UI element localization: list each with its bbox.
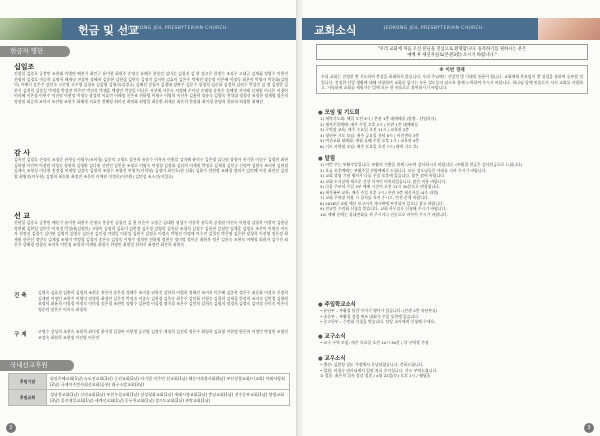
list-item: • 입원: 이정숙 권사님께서 입원 치료 중이십니다. 기도 부탁드립니다. <box>320 367 438 373</box>
section-title-building: 건 축 <box>14 293 27 299</box>
list-item: 4) 교회 도서실에 새로운 신앙 서적이 비치되었습니다. 많은 이용 바랍니다. <box>320 178 447 184</box>
pastor-word-text: 우리 교회는 진정한 몇 기도하여 충성을 하려하지 않습니다. 우리 주님에는 신앙적 몇 기대의 통용이 됩니다. 교회에게 본보임이 몇 성경을 통하여 공부할 것입니다. 진정한 신앙 생활에 대해 사랑하며 교회를 섬기는 모든 성도들이 되도록 함께 노력하여 주시기 바랍니다. 하나님 앞에 믿음으로 서서 교회를 사랑하고, 거룩하게 교회를 세워가는 일에 모두 한 마음으로 참여하시기 바랍니다. <box>321 74 583 91</box>
announcements-list <box>320 162 588 217</box>
offering-list-tab: 헌금자 명단 <box>0 46 70 57</box>
right-banner <box>302 18 600 40</box>
list-item: 6) 기도 사역팀 모임: 매주 토요일 오전 7시 (새벽 기도 후) <box>320 143 419 149</box>
section-title-thanks: 감 사 <box>14 149 30 157</box>
banner-photo <box>538 18 600 40</box>
pastor-word-title: ※ 이번 경제 <box>439 68 465 73</box>
meetings-list <box>320 116 588 149</box>
sunday-school-list <box>320 308 588 325</box>
section-announcements <box>318 154 335 162</box>
left-page-subtitle: JEOKONG JEIL PRESBYTERIAN CHURCH <box>128 26 227 31</box>
bullet-icon: ● <box>318 156 323 162</box>
list-item: 4) 청년부 기도 모임: 매주 금요일 저녁 8시 / 비전센터 3층 <box>320 132 420 138</box>
right-page-title: 교회소식 <box>314 24 357 37</box>
left-page-title: 헌금 및 선교 <box>78 24 139 37</box>
list-item: 8) 2016년 교회 예산 보고서가 게시판에 부착되어 있으니 참고 바랍니다. <box>320 200 444 206</box>
list-item: 6) 새가족부 교육: 매주 주일 오후 1시 / 본관 3층 새신자실 (4주 과정) <box>320 189 439 195</box>
list-item: • 중고등부 – 수련회 신청을 받습니다. 담당 교사에게 신청해 주세요. <box>320 319 436 324</box>
welcome-notice <box>316 44 588 60</box>
pastor-word-box <box>316 65 588 94</box>
tithe-names: 진철일 김종호 공봉민 조현태 이병연 배봉기 최인근 유미향 최현주 손정숙 유혜주 홍종인 김미순 김철진 김 현 정고은 한정수 조성구 고대군 김재휘 정영수 이현진 진영희 김경호 이승희 류영옥 배재남 전상복 장혜자 김종현 김현섭 김현숙 김정미 김지연 김효미 김은주 박세진 장순정 이은혜 이정숙 최은미 박영자 박종화(김영미) 이해기 강은주 강인숙 고순명 고주영 김경조 김삼영 김영자(김경규) 김혜선 강철서 김경태 장판우 김문수 장경희 김준화 김정희 김원수 박상진 김 정 김정한 김현식 김현희 김종일 박세철 박성연 박은련 박진희 박재훈 백정민 박상일 이나은 서선애 서은숙 서정혜 손미선 손태영 송옥주 송혜정 지미혜 신재원 이나은 이경아 이미혜 이은경 이현주 이진원 이현정 이정숙 장상희 이효민 이해정 신은조 전하영 이재구 이병희 이선옥 김용혁 장유숙 김영숙 전석대 정경신 조정한 정재영 정은희 정장원 최승희 조미자 조진영 조현주 최혜정 지효진 전혜영 최미선 최연화 최영일 최동환 최재준 최은희 한정대 최미경 한명희 한유희 허창환 최혜선 <box>14 71 289 104</box>
support-text: 성남천교회(1남) 신의교회(2남) 부천우림교회(1남) 장성평화교회(1남) 재래시장교회(2남) 충남교회(1남) 전주동부교회(1남) 양평교회(3남) 울진제일교회(1남) 세계선교회(1남) 동두천교회(1남) 경기도교회(2남) 관악교회(1남) <box>47 390 290 406</box>
list-item: 2) 제직주일예배: 매주 주일 오후 2시 / 본관 1층 대예배실 <box>320 121 418 127</box>
member-news-list <box>320 362 588 379</box>
bullet-icon: ● <box>318 302 323 308</box>
list-item: • 교구 구역 모임: 매주 목요일 오전 10시 30분 / 각 구역장 가정 <box>320 340 429 345</box>
list-item: ② 결혼: 최은희 집사 장녀 결혼 / 4월 22일(토) 오후 1시 / 웨딩홀 <box>320 373 431 378</box>
relief-names: 고명수 강성희 조현숙 조원희 최미정 윤서정 김경아 이현정 류진영 김정우 제정희 김선희 정은주 최영희 김효영 이현정 한은희 이정민 박성민 조영진 조정숙 최원희 조현정 이선영 이은진 <box>38 329 288 340</box>
support-label: 후원기관 <box>9 374 47 390</box>
list-item: 5) 다음 주부터 주일 3부 예배 시간이 오전 11시 30분으로 변경됩니다. <box>320 184 441 189</box>
list-item: 2) 오늘 오후예배는 부활주일 찬양예배로 드립니다. 모든 성도님들은 자리를 지켜 주시기 바랍니다. <box>320 167 487 173</box>
bullet-icon: ● <box>318 334 323 340</box>
left-page <box>0 0 298 436</box>
section-title: 주일학교소식 <box>324 302 356 308</box>
right-page-subtitle: JEOKONG JEIL PRESBYTERIAN CHURCH <box>384 26 483 31</box>
page-number: 2 <box>6 423 16 433</box>
support-table <box>8 373 290 406</box>
support-text: 월강은혜교회(1남) 녹도선교회(3남) 군선교회(2남) 아기빛 이주민 선교회(1남) 해돋이과불사회(6남) 부산성경교회(시교회) 이레사랑회(2남) 국제이주민사회선교회(공한) 대구소망교회(3남) <box>47 374 290 390</box>
list-item: • 출산: 김현정 성도 가정에서 득남하였습니다. 축하드립니다. <box>320 362 424 367</box>
section-member-news <box>318 354 345 362</box>
list-item: 5) 여선교회 월례회: 매월 둘째 주일 오후 1시 / 교육관 4층 <box>320 138 420 143</box>
domestic-mission-tab: 국내선교후원 <box>0 360 74 371</box>
right-page <box>302 0 600 436</box>
welcome-line-1: "우리 교회에 처음 오신 분들을 진심으로 환영합니다. 등록하기를 원하시는 분은 <box>377 47 527 52</box>
list-item: 3) 구역장 교육: 매주 수요일 오전 11시 / 교육관 2층 <box>320 127 410 132</box>
bullet-icon: ● <box>318 356 323 362</box>
section-title: 교구소식 <box>324 334 346 340</box>
left-banner <box>0 18 298 40</box>
section-district-news <box>318 332 345 340</box>
list-item: • 유년부 – 부활절 달걀 꾸미기 행사가 있습니다. (본관 2층 유년부실) <box>320 308 438 313</box>
section-title: 알림 <box>324 156 336 162</box>
list-item: 1) 이번 주는 부활주일입니다. 부활의 기쁨을 함께 나누며 감사하시기 바랍니다. (부활절 헌금은 감사헌금으로 드립니다) <box>320 162 523 167</box>
section-title-tithe: 십일조 <box>14 63 35 71</box>
section-title-mission: 선 교 <box>14 212 30 220</box>
section-title: 모임 및 기도회 <box>324 110 360 116</box>
mission-names: 진현일 김종호 공봉민 배문기 유미향 최현주 손정숙 홍종인 김철진 김 현 이은주 고정근 김대환 정성수 이종옥 유득희 공정원 이선숙 이현경 김영옥 이정미 김용남 정현태 김현섭 김민주 이정경 박경태(김영미) 고영미 김정희 김효미 김현정 김은경 김영희 김옥남 조경희 김철수 김용찬 김철민 김재훈 김정호 조은미 이영숙 이숙자 전정선 김경수 김미연 김영미 김영숙 김이선 김인경 이영일 이종섭 김원주 김정호 이정숙 박영선 이정애 이수진 김경진 박은영 김은현 장경희 이선영 정은정 최재원 한은선 정민숙 김재철 조영미 박정경 김경미 송은숙 김정숙 이영주 정희연 전하영 정현주 정미정 정미순 최원옥 정은 김진숙 조현숙 이해정 최희자 김수진 최은주 강해경 정경숙 조미옥 이민경 조정희 이재원 최원숙 한영민 최현일 한희주 최정란 최은희 최현숙 <box>14 220 288 248</box>
bullet-icon: ● <box>318 110 323 116</box>
section-meetings <box>318 108 360 116</box>
section-sunday-school <box>318 300 356 308</box>
list-item: 9) 전교인 수련회 신청을 받습니다. 교회 사무실로 신청해 주시기 바랍니다. <box>320 206 447 211</box>
building-names: 김영숙 김효정 김춘희 김정희 조현승 홍은미 송은성 정해주 조미경 권형진 강찬희 이경희 정혜진 조미옥 이은혜 김종학 정은주 최동화 이정숙 신정희 김재원 이정민 조현주 이영미 권정희 최정란 김우진 박정숙 이종숙 김현정 김은숙 최은주 김인화 신영숙 김경희 김재경 한정희 조미숙 김민경 김재원 조정미 최윤희 이정경 이정숙 이미경 송은경 조현민 정영수 김현정 이성경 정미경 조은주 김민희 강희숙 김영희 정경희 김정숙 김미정 진미숙 이은미 정순덕 장은주 이미숙 최경희 <box>38 290 288 312</box>
list-item: • 초등부 – 부활절 성경 퀴즈 대회가 주일 오전에 있습니다. <box>320 313 420 319</box>
table-row <box>9 374 290 390</box>
list-item: 7) 교회 주차장 이용 시 질서를 지켜 주시고, 안전 운행 바랍니다. <box>320 195 430 200</box>
banner-photo <box>0 18 62 40</box>
support-label: 후원교회 <box>9 390 47 406</box>
thanks-names: 김옥선 김창호 손정숙 조경순 권형공 이영우(조미경) 김종익 고병도 강찬희 유종수 이옥자 이원일 김미혜 윤미수 김은정 김나원 장정아 진기한 이신구 김경진 최현 김하영 이진여 이장원 이정숙 정현희 김영환 김나원 신연진 김인용 조영호 이명숙 이정경 김정화 김선의 이재원 박정호 김재경 김인규 신정아 김현숙 조미현 김현철 김재숙 조형성 이다현 홍정경 이재영 김정숙 김현희 조영수 조영진 이영주(이희영) 김정미 최인호(한 선화) 김윤수 전현정 조혜경 정의주 김인혜 이진 최인선 김정엽 최영진(이우현) 김명희 최동환 최정진 조은미 이예원 이정숙(이주환) 김민성 조소진(이성호) <box>14 157 289 179</box>
welcome-line-2: 예배 후 새신자실로(본관3층) 오시기 바랍니다." <box>407 52 497 58</box>
table-row <box>9 390 290 406</box>
section-title-relief: 구 제 <box>14 332 27 338</box>
list-item: 10) 예배 중에는 휴대전화를 꺼 주시거나 진동으로 바꾸어 주시기 바랍니다. <box>320 211 448 217</box>
district-news-list <box>320 340 588 346</box>
section-title: 교우소식 <box>324 356 346 362</box>
list-item: 3) 교회 창립 기념 행사가 다음 주일 오후에 있습니다. 많은 참여 바랍니다. <box>320 173 446 178</box>
page-number: 3 <box>584 423 594 433</box>
list-item: 1) 새벽기도회: 매일 오전 5시 / 본관 1층 대예배실 (말씀 - 담임목사) <box>320 116 437 121</box>
